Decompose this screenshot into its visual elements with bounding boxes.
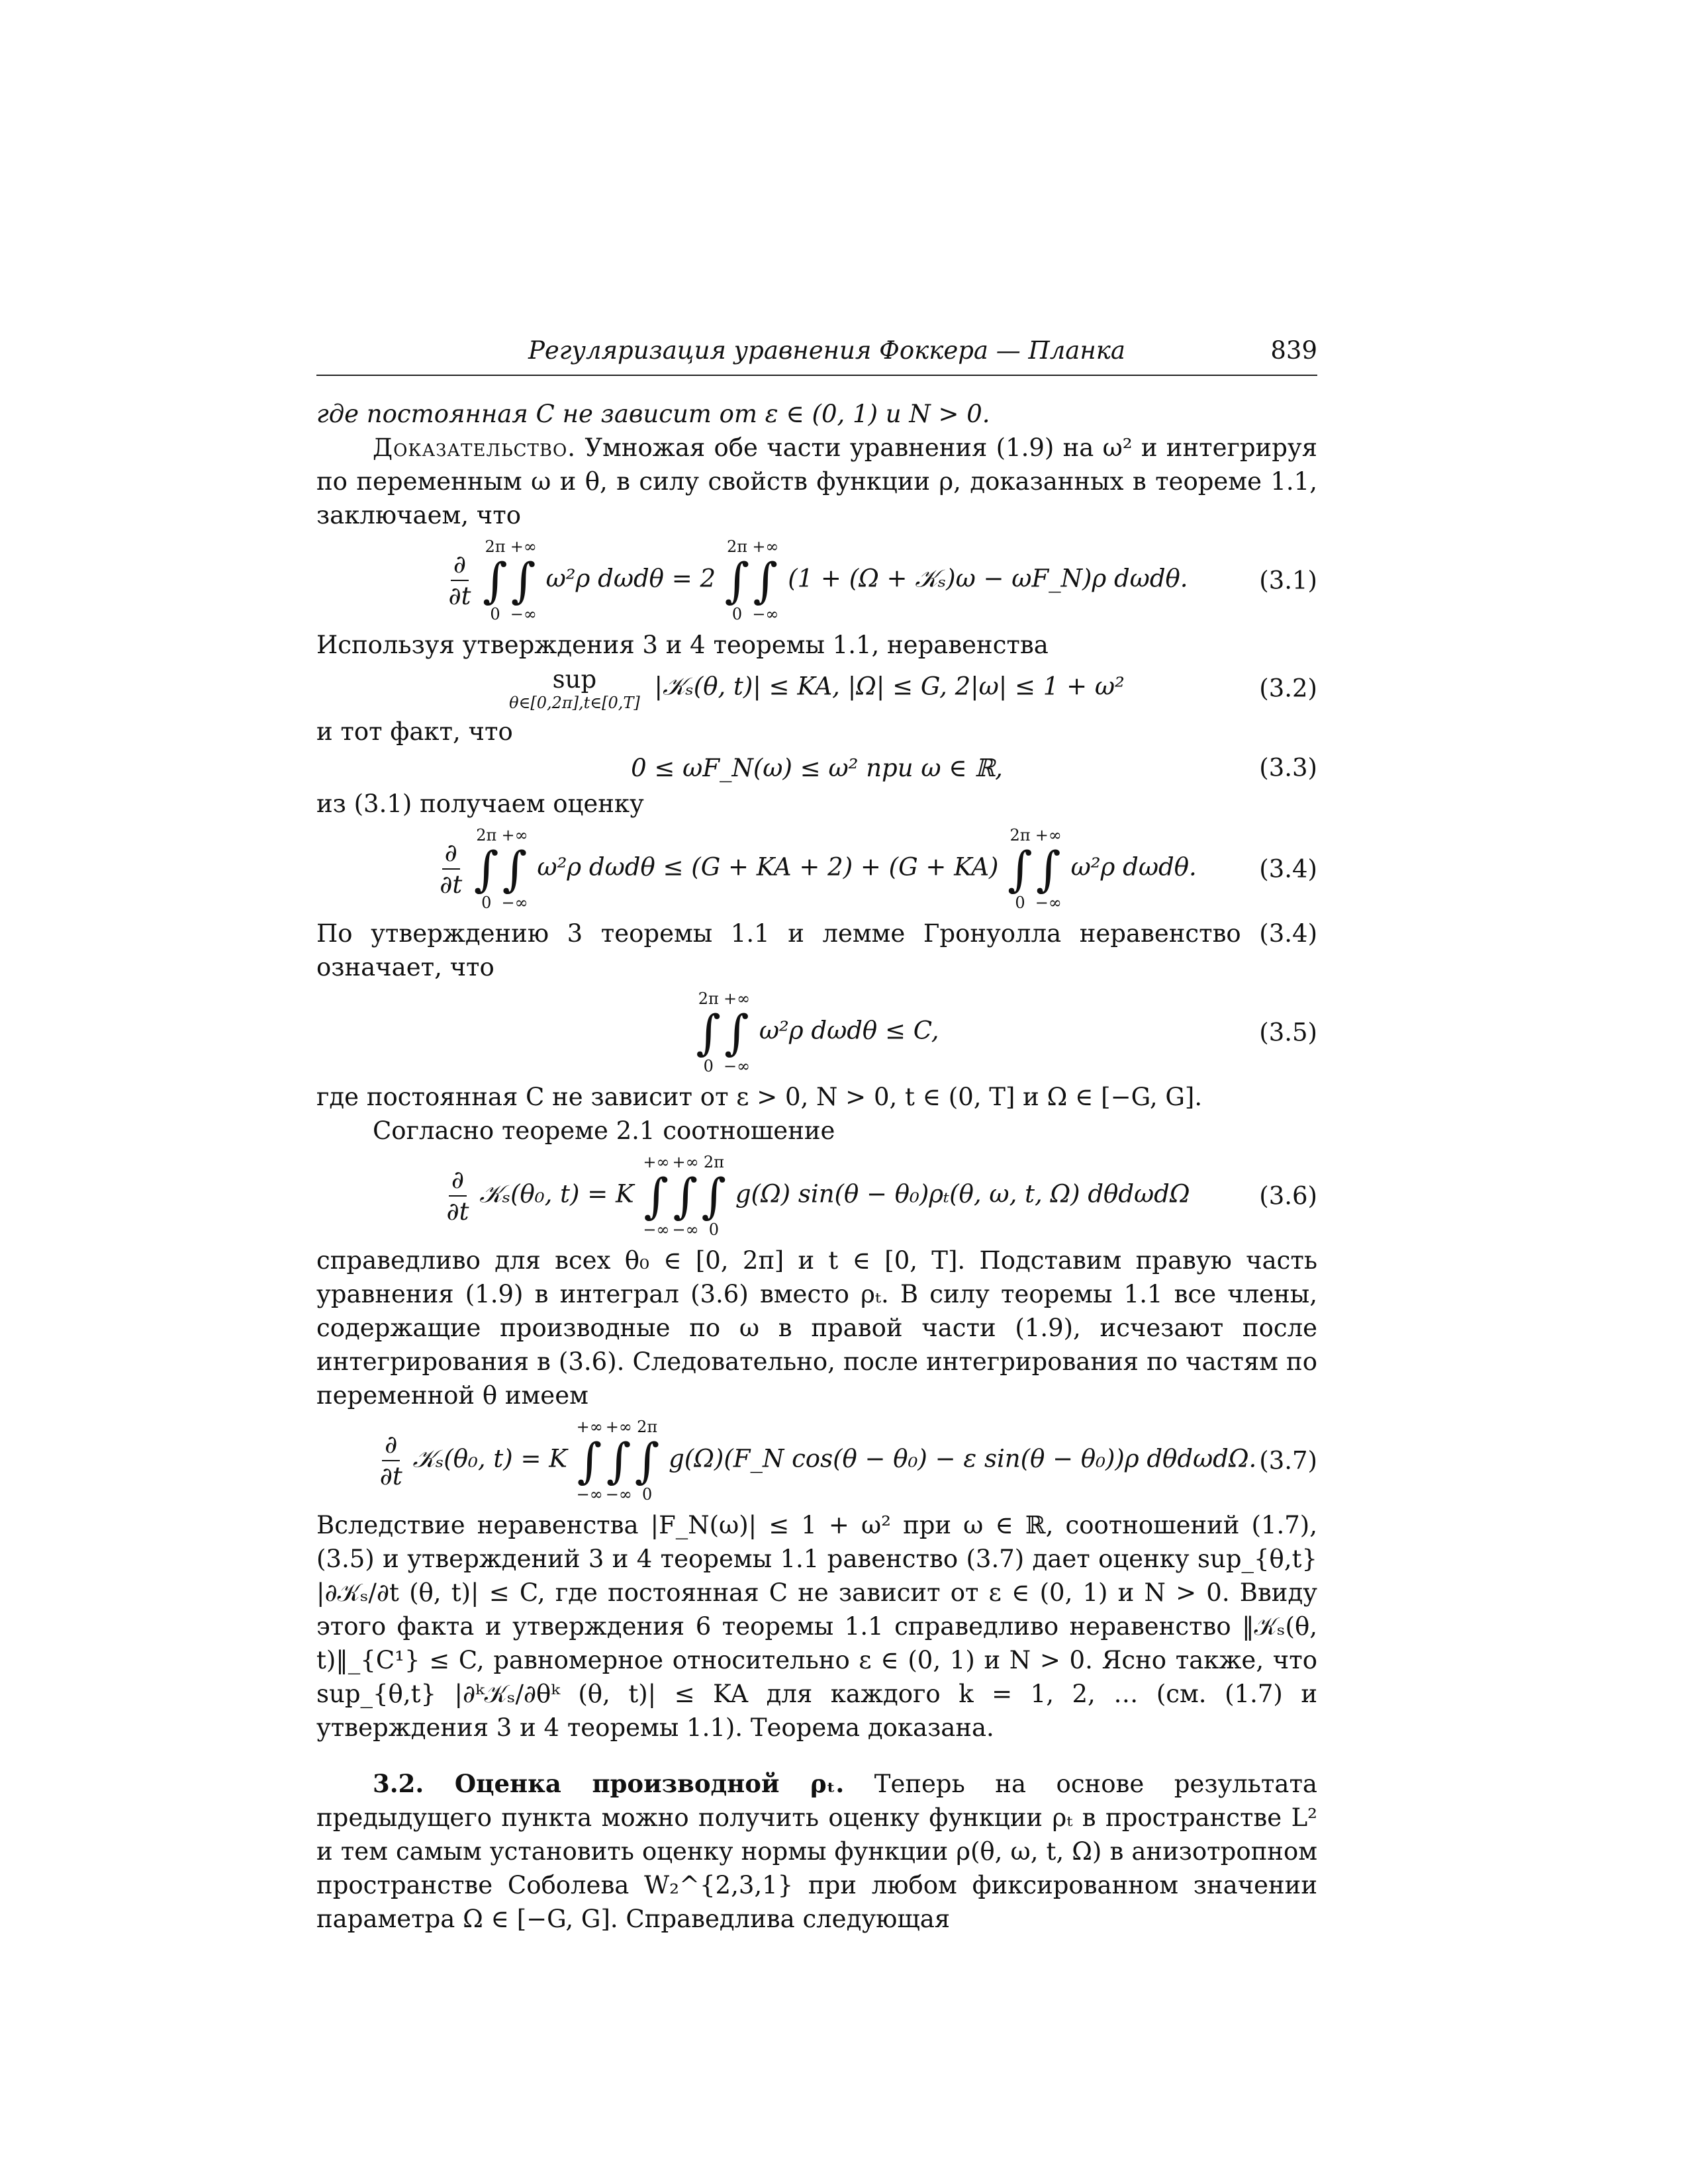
equation-3-1-formula	[316, 538, 1317, 623]
equation-number: (3.5)	[1259, 1018, 1317, 1046]
integral-sign: +∞ ∫ −∞	[724, 989, 751, 1075]
equation-3-5-formula	[316, 990, 1317, 1075]
equation-3-3	[316, 749, 1317, 787]
page-number: 839	[1270, 336, 1317, 365]
running-title: Регуляризация уравнения Фоккера — Планка	[528, 336, 1125, 365]
equation-3-3-formula: 0 ≤ ωF_N(ω) ≤ ω² при ω ∈ ℝ,	[631, 753, 1003, 782]
paragraph-fact: и тот факт, что	[316, 717, 513, 746]
equation-3-5-body: ω²ρ dωdθ ≤ C,	[759, 1016, 939, 1044]
theorem-conclusion: где постоянная C не зависит от ε ∈ (0, 1) и N > 0.	[316, 400, 990, 428]
supremum-operator: sup θ∈[0,2π],t∈[0,T]	[509, 665, 640, 712]
section-3-2-paragraph	[316, 1767, 1317, 1936]
equation-number: (3.3)	[1259, 753, 1317, 782]
paragraph-gronwall: По утверждению 3 теоремы 1.1 и лемме Гронуолла неравенство (3.4) означает, что	[316, 919, 1317, 981]
integral-sign: +∞ ∫ −∞	[501, 825, 528, 912]
equation-3-6-lhs: 𝒦ₛ(θ₀, t) = K	[479, 1179, 634, 1208]
partial-derivative: $\frac{\partial}{\partial t}$	[440, 838, 463, 899]
paragraph-using: Используя утверждения 3 и 4 теоремы 1.1, неравенства	[316, 631, 1049, 659]
equation-3-1	[316, 532, 1317, 628]
integral-sign: +∞ ∫ −∞	[576, 1417, 603, 1504]
integral-sign: 2π ∫ 0	[483, 537, 508, 623]
body-text	[316, 397, 1317, 1936]
equation-3-6-formula	[316, 1154, 1317, 1238]
integral-sign: 2π ∫ 0	[724, 537, 750, 623]
integral-sign: +∞ ∫ −∞	[1035, 825, 1062, 912]
equation-number: (3.7)	[1259, 1446, 1317, 1475]
equation-3-1-lhs: ω²ρ dωdθ = 2	[545, 564, 716, 592]
equation-3-7-integrand: g(Ω)(F_N cos(θ − θ₀) − ε sin(θ − θ₀))ρ dθdωdΩ.	[669, 1444, 1257, 1473]
equation-number: (3.1)	[1259, 566, 1317, 594]
paragraph-constant: где постоянная C не зависит от ε > 0, N > 0, t ∈ (0, T] и Ω ∈ [−G, G].	[316, 1083, 1203, 1111]
equation-number: (3.4)	[1259, 854, 1317, 883]
integral-sign: 2π ∫ 0	[701, 1152, 727, 1239]
partial-derivative: $\frac{\partial}{\partial t}$	[446, 1165, 469, 1226]
equation-number: (3.2)	[1259, 674, 1317, 703]
equation-3-2	[316, 662, 1317, 715]
integral-sign: +∞ ∫ −∞	[510, 537, 537, 623]
integral-sign: +∞ ∫ −∞	[672, 1152, 699, 1239]
equation-3-6	[316, 1148, 1317, 1244]
equation-number: (3.6)	[1259, 1181, 1317, 1210]
integral-sign: +∞ ∫ −∞	[605, 1417, 632, 1504]
paragraph-consequence: Вследствие неравенства |F_N(ω)| ≤ 1 + ω² при ω ∈ ℝ, соотношений (1.7), (3.5) и утверждений 3 и 4 теоремы 1.1 равенство (3.7) дает оценку sup_{θ,t} |∂𝒦ₛ/∂t (θ, t)| ≤ C, где постоянная C не зависит от ε ∈ (0, 1) и N > 0. Ввиду этого факта и утверждения 6 теоремы 1.1 справедливо неравенство ‖𝒦ₛ(θ, t)‖_{C¹} ≤ C, равномерное относительно ε ∈ (0, 1) и N > 0. Ясно также, что sup_{θ,t} |∂ᵏ𝒦ₛ/∂θᵏ (θ, t)| ≤ KA для каждого k = 1, 2, … (см. (1.7) и утверждения 3 и 4 теоремы 1.1). Теорема доказана.	[316, 1511, 1317, 1742]
partial-derivative: $\frac{\partial}{\partial t}$	[448, 549, 471, 610]
equation-3-4-lhs: ω²ρ dωdθ ≤ (G + KA + 2) + (G + KA)	[537, 852, 999, 881]
equation-3-1-rhs: (1 + (Ω + 𝒦ₛ)ω − ωF_N)ρ dωdθ.	[788, 564, 1188, 592]
equation-3-4-rhs: ω²ρ dωdθ.	[1070, 852, 1197, 881]
proof-paragraph	[316, 431, 1317, 532]
integral-sign: 2π ∫ 0	[1008, 825, 1033, 912]
proof-text: Умножая обе части уравнения (1.9) на ω² и интегрируя по переменным ω и θ, в силу свойств функции ρ, доказанных в теореме 1.1, заключаем, что	[316, 433, 1317, 529]
integral-sign: 2π ∫ 0	[696, 989, 721, 1075]
equation-3-2-formula	[316, 665, 1317, 711]
equation-3-4	[316, 821, 1317, 917]
integral-sign: +∞ ∫ −∞	[752, 537, 779, 623]
partial-derivative: $\frac{\partial}{\partial t}$	[379, 1430, 402, 1490]
equation-3-4-formula	[316, 827, 1317, 911]
equation-3-5	[316, 984, 1317, 1080]
equation-3-7	[316, 1412, 1317, 1508]
integral-sign: 2π ∫ 0	[634, 1417, 660, 1504]
paragraph-valid: справедливо для всех θ₀ ∈ [0, 2π] и t ∈ [0, T]. Подставим правую часть уравнения (1.9) в интеграл (3.6) вместо ρₜ. В силу теоремы 1.1 все члены, содержащие производные по ω в правой части (1.9), исчезают после интегрирования в (3.6). Следовательно, после интегрирования по частям по переменной θ имеем	[316, 1246, 1317, 1410]
paragraph-theorem-2-1: Согласно теореме 2.1 соотношение	[373, 1116, 835, 1145]
section-title: 3.2. Оценка производной ρₜ.	[373, 1769, 845, 1798]
equation-3-6-integrand: g(Ω) sin(θ − θ₀)ρₜ(θ, ω, t, Ω) dθdωdΩ	[735, 1179, 1190, 1208]
running-header	[316, 332, 1317, 376]
equation-3-2-body: |𝒦ₛ(θ, t)| ≤ KA, |Ω| ≤ G, 2|ω| ≤ 1 + ω²	[654, 672, 1125, 701]
equation-3-7-formula	[316, 1418, 1317, 1503]
paragraph-from-3-1: из (3.1) получаем оценку	[316, 790, 644, 818]
section-text: Теперь на основе результата предыдущего пункта можно получить оценку функции ρₜ в пространстве L² и тем самым установить оценку нормы функции ρ(θ, ω, t, Ω) в анизотропном пространстве Соболева W₂^{2,3,1} при любом фиксированном значении параметра Ω ∈ [−G, G]. Справедлива следующая	[316, 1770, 1317, 1933]
integral-sign: 2π ∫ 0	[474, 825, 499, 912]
equation-3-7-lhs: 𝒦ₛ(θ₀, t) = K	[412, 1444, 567, 1473]
proof-label: Доказательство.	[373, 433, 577, 462]
integral-sign: +∞ ∫ −∞	[643, 1152, 670, 1239]
